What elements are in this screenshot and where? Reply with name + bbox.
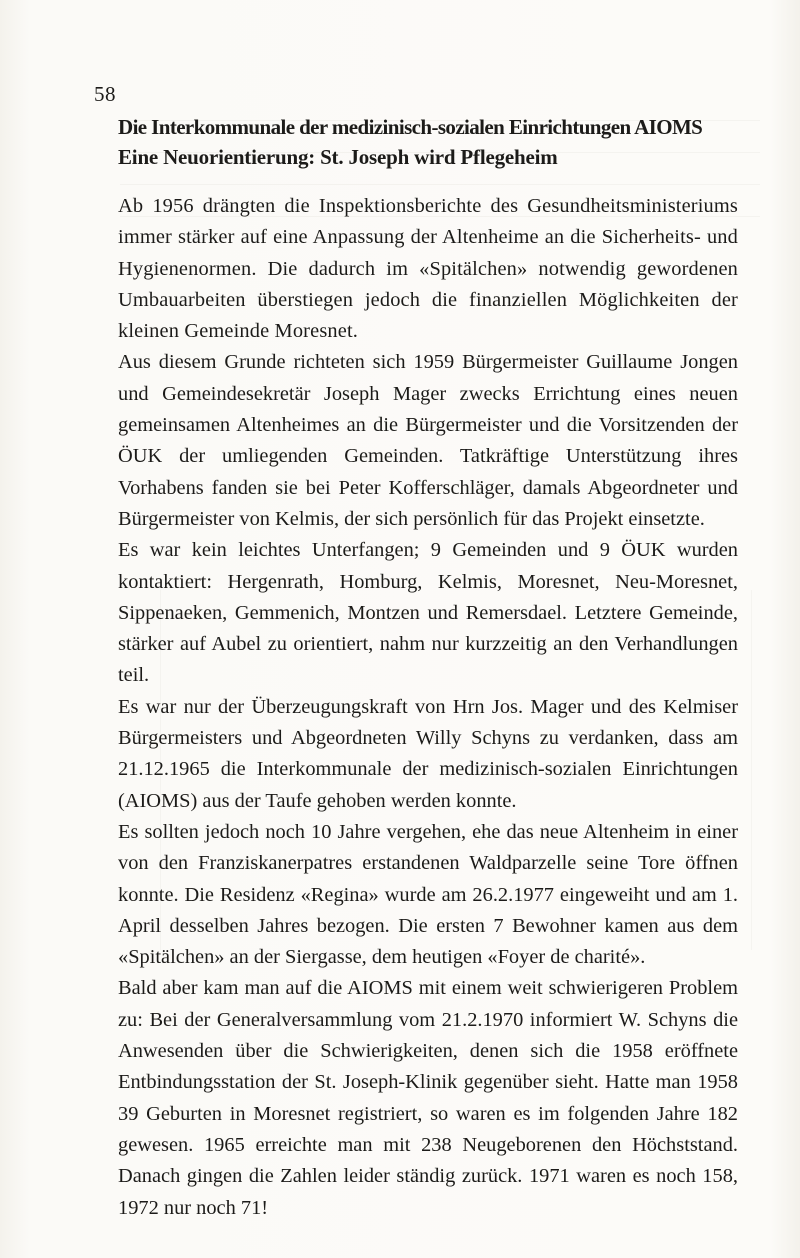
body-text	[118, 191, 738, 1224]
paragraph: Bald aber kam man auf die AIOMS mit einem weit schwierigeren Problem zu: Bei der Generalversammlung vom 21.2.1970 informiert W. Schyns die Anwesenden über die Schwierigkeiten, denen sich die 1958 eröffnete Entbindungsstation der St. Joseph-Klinik gegenüber sieht. Hatte man 1958 39 Geburten in Moresnet registriert, so waren es im folgenden Jahre 182 gewesen. 1965 erreichte man mit 238 Neugeborenen den Höchststand. Danach gingen die Zahlen leider ständig zurück. 1971 waren es noch 158, 1972 nur noch 71!	[118, 977, 738, 1219]
page-number: 58	[94, 82, 116, 106]
running-title: Die Interkommunale der medizinisch-sozialen Einrichtungen AIOMS	[118, 115, 703, 139]
paragraph: Es war nur der Überzeugungskraft von Hrn Jos. Mager und des Kelmiser Bürgermeisters und Abgeordneten Willy Schyns zu verdanken, dass am 21.12.1965 die Interkommunale der medizinisch-sozialen Einrichtungen (AIOMS) aus der Taufe gehoben werden konnte.	[118, 695, 738, 812]
paragraph: Ab 1956 drängten die Inspektionsberichte des Gesundheitsministeriums immer stärker auf eine Anpassung der Altenheime an die Sicherheits- und Hygienenormen. Die dadurch im «Spitälchen» notwendig gewordenen Umbauarbeiten überstiegen jedoch die finanziellen Möglichkeiten der kleinen Gemeinde Moresnet.	[118, 195, 738, 343]
paragraph: Es war kein leichtes Unterfangen; 9 Gemeinden und 9 ÖUK wurden kontaktiert: Hergenrath, Homburg, Kelmis, Moresnet, Neu-Moresnet, Sippenaeken, Gemmenich, Montzen und Remersdael. Letztere Gemeinde, stärker auf Aubel zu orientiert, nahm nur kurzzeitig an den Verhandlungen teil.	[118, 539, 738, 687]
page-header	[118, 112, 740, 172]
paragraph: Es sollten jedoch noch 10 Jahre vergehen, ehe das neue Altenheim in einer von den Franziskanerpatres erstandenen Waldparzelle seine Tore öffnen konnte. Die Residenz «Regina» wurde am 26.2.1977 eingeweiht und am 1. April desselben Jahres bezogen. Die ersten 7 Bewohner kamen aus dem «Spitälchen» an der Siergasse, dem heutigen «Foyer de charité».	[118, 820, 738, 969]
show-through-line	[120, 184, 760, 185]
paragraph: Aus diesem Grunde richteten sich 1959 Bürgermeister Guillaume Jongen und Gemeindesekretär Joseph Mager zwecks Errichtung eines neuen gemeinsamen Altenheimes an die Bürgermeister und die Vorsitzenden der ÖUK der umliegenden Gemeinden. Tatkräftige Unterstützung ihres Vorhabens fanden sie bei Peter Kofferschläger, damals Abgeordneter und Bürgermeister von Kelmis, der sich persönlich für das Projekt einsetzte.	[118, 351, 738, 530]
section-title: Eine Neuorientierung: St. Joseph wird Pflegeheim	[118, 145, 558, 169]
